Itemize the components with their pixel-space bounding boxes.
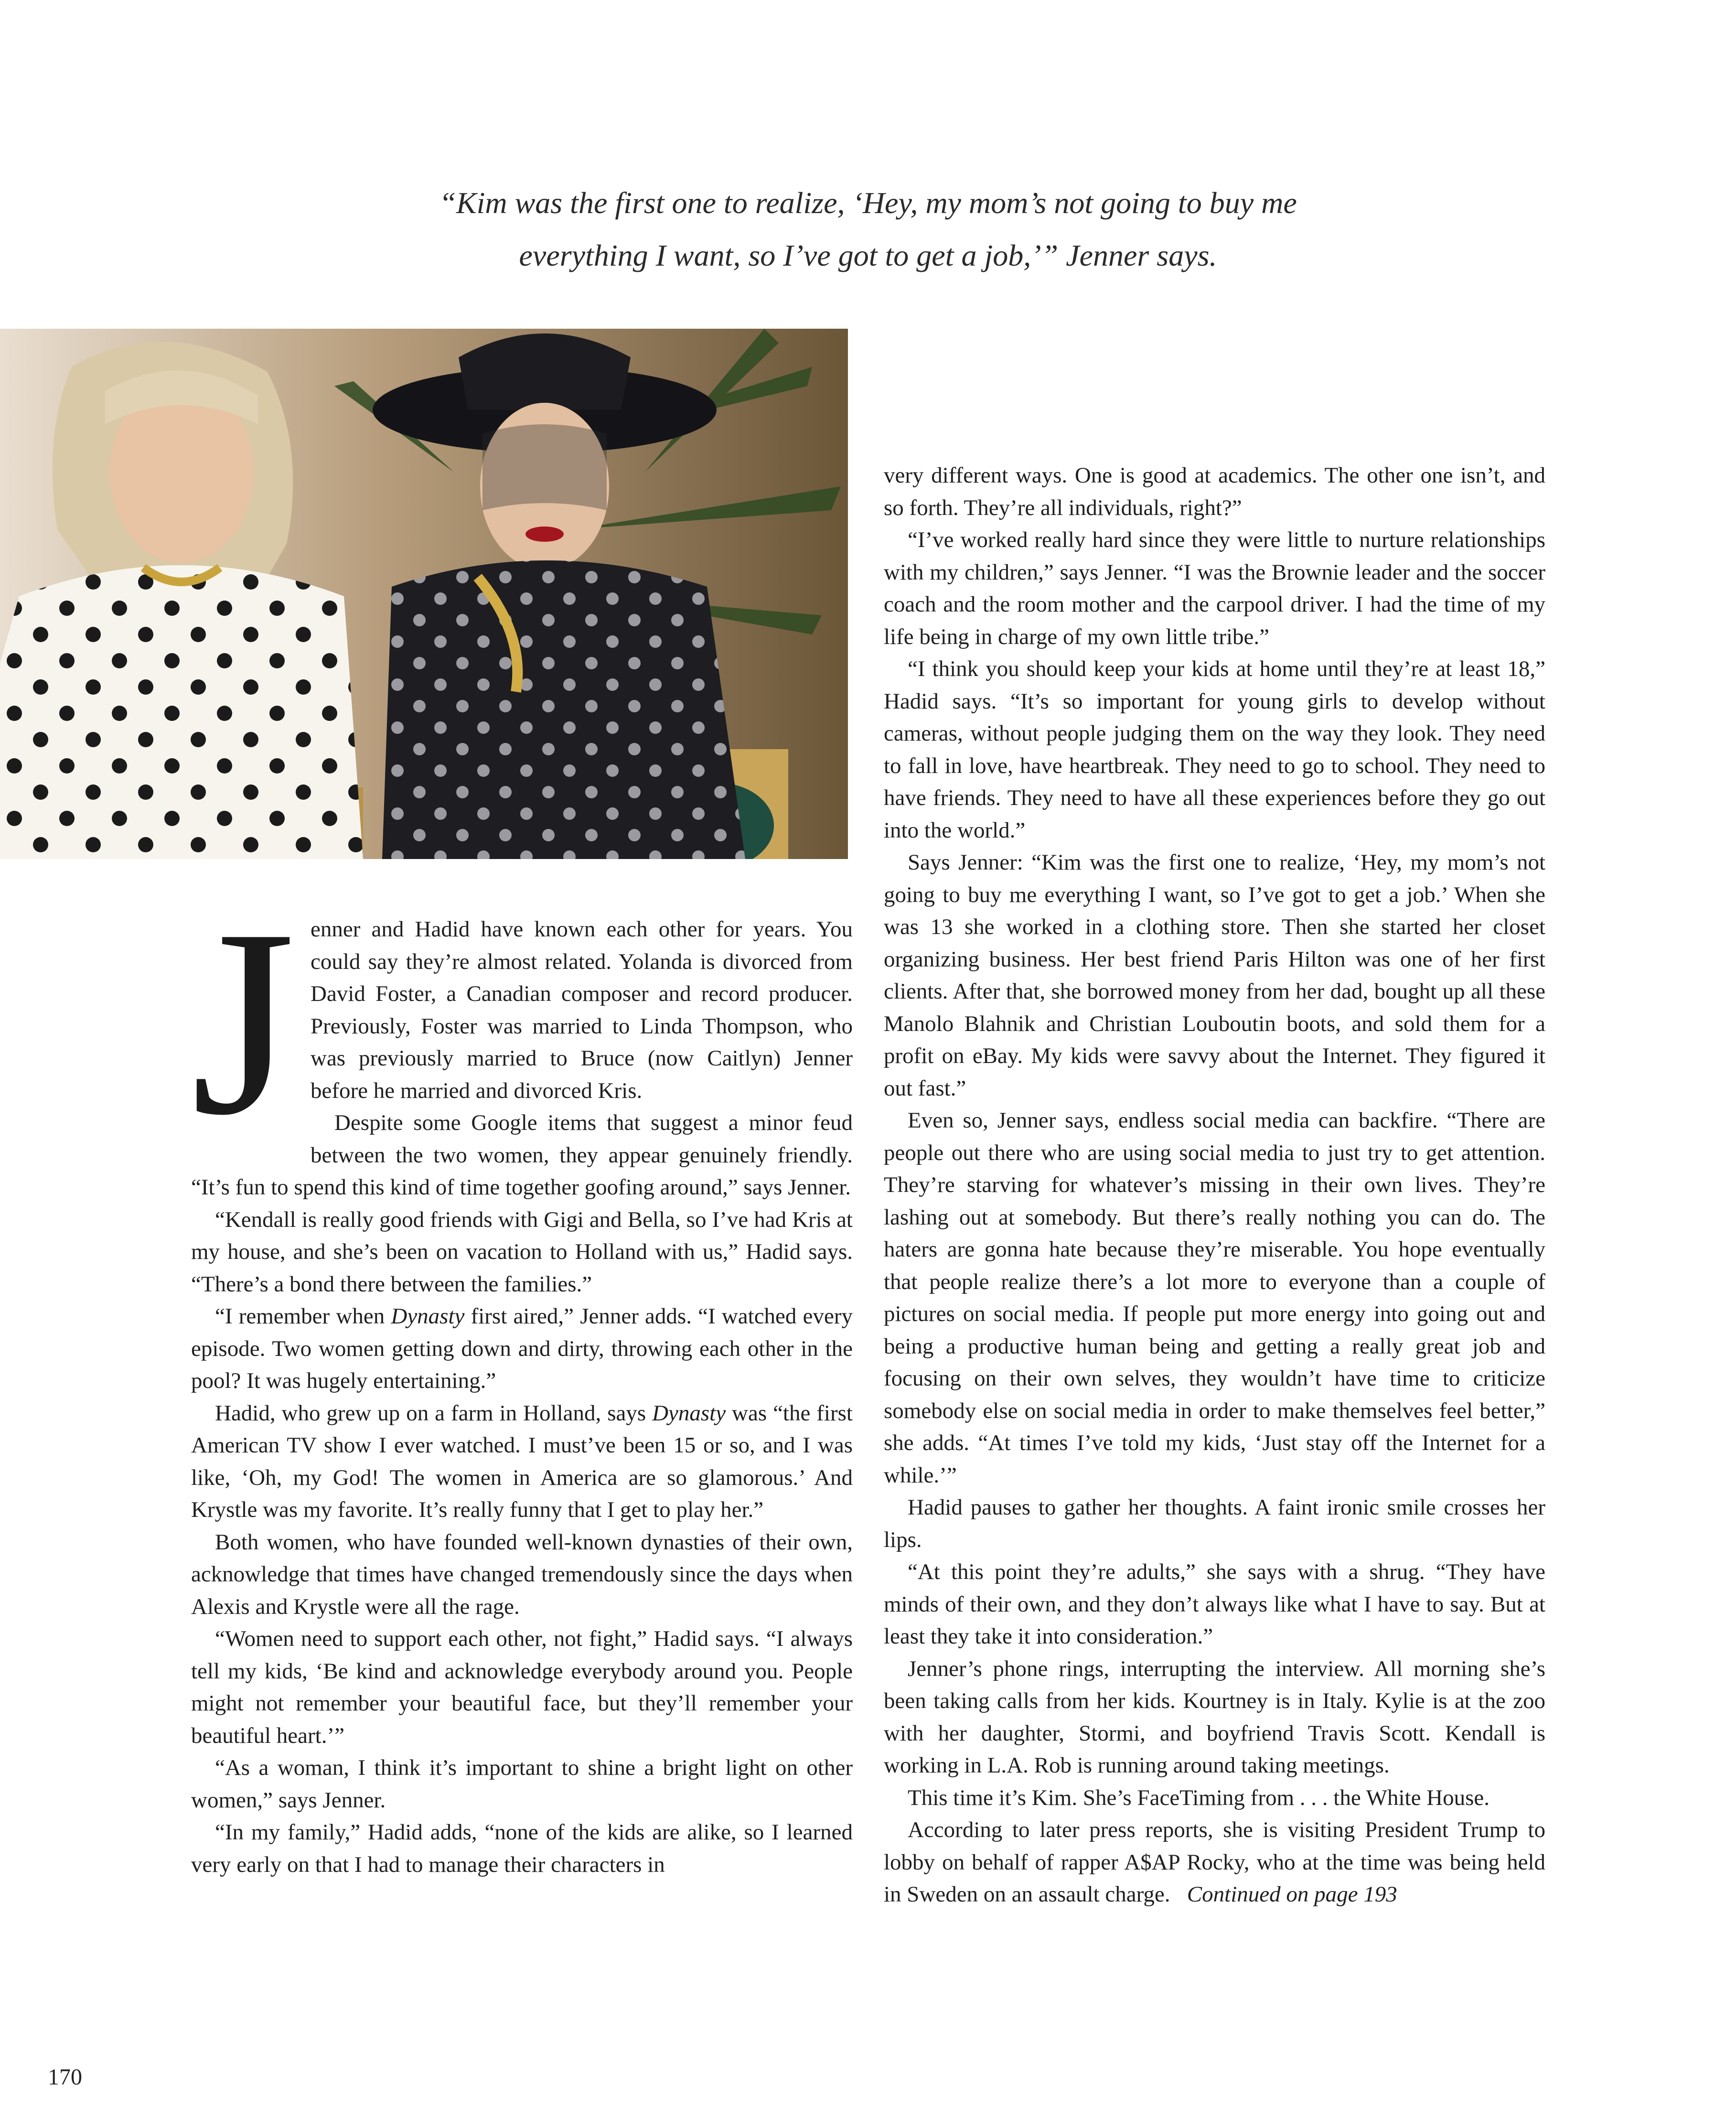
paragraph: very different ways. One is good at academics. The other one isn’t, and so forth. They’re all individuals, right?”: [884, 463, 1545, 520]
show-title: Dynasty: [391, 1304, 465, 1329]
paragraph: Despite some Google items that suggest a minor feud between the two women, they appear genuinely friendly. “It’s fun to spend this kind of time together goofing around,” says Jenner.: [191, 1110, 853, 1200]
pull-quote-line-1: “Kim was the first one to realize, ‘Hey, my mom’s not going to buy me: [439, 186, 1297, 220]
paragraph: “Women need to support each other, not fight,” Hadid says. “I always tell my kids, ‘Be kind and acknowledge everybody around you. People might not remember your beautiful face, but they’ll remember your beautiful heart.’”: [191, 1626, 853, 1748]
paragraph: Both women, who have founded well-known dynasties of their own, acknowledge that times have changed tremendously since the days when Alexis and Krystle were all the rage.: [191, 1529, 853, 1619]
drop-cap: J: [191, 874, 295, 1171]
paragraph: Hadid pauses to gather her thoughts. A faint ironic smile crosses her lips.: [884, 1495, 1545, 1552]
portrait-illustration: [0, 329, 848, 859]
paragraph: [191, 1397, 853, 1526]
paragraph-intro-text: enner and Hadid have known each other for years. You could say they’re almost related. Yolanda is divorced from David Foster, a Canadian composer and record producer. Previously, Foster was married to Linda Thompson, who was previously married to Bruce (now Caitlyn) Jenner before he married and divorced Kris.: [311, 917, 853, 1103]
text-run: Hadid, who grew up on a farm in Holland, says: [215, 1400, 653, 1426]
article-column-right: [884, 460, 1545, 1911]
paragraph-final: [884, 1814, 1545, 1911]
paragraph: “Kendall is really good friends with Gigi and Bella, so I’ve had Kris at my house, and she’s been on vacation to Holland with us,” Hadid says. “There’s a bond there between the families.”: [191, 1207, 853, 1297]
paragraph: Jenner’s phone rings, interrupting the interview. All morning she’s been taking calls from her kids. Kourtney is in Italy. Kylie is at the zoo with her daughter, Stormi, and boyfriend Travis Scott. Kendall is working in L.A. Rob is running around taking meetings.: [884, 1656, 1545, 1778]
text-run: “I remember when: [215, 1304, 391, 1329]
article-column-left: [191, 874, 853, 1881]
portrait-photo: [0, 329, 848, 859]
paragraph: “I think you should keep your kids at home until they’re at least 18,” Hadid says. “It’s so important for young girls to develop without cameras, without people judging them on the way they look. They need to fall in love, have heartbreak. They need to go to school. They need to have friends. They need to have all these experiences before they go out into the world.”: [884, 656, 1545, 843]
pull-quote: [201, 177, 1535, 282]
page-number: 170: [48, 2064, 82, 2090]
paragraph: Even so, Jenner says, endless social media can backfire. “There are people out there who are using social media to just try to get attention. They’re starving for whatever’s missing in their own lives. They’re lashing out at somebody. But there’s really nothing you can do. The haters are gonna hate because they’re miserable. You hope eventually that people realize there’s a lot more to everyone than a couple of pictures on social media. If people put more energy into going out and being a productive human being and getting a really great job and focusing on their own selves, they wouldn’t have time to criticize somebody else on social media in order to make themselves feel better,” she adds. “At times I’ve told my kids, ‘Just stay off the Internet for a while.’”: [884, 1108, 1545, 1488]
paragraph: Says Jenner: “Kim was the first one to realize, ‘Hey, my mom’s not going to buy me everything I want, so I’ve got to get a job.’ When she was 13 she worked in a clothing store. Then she started her closet organizing business. Her best friend Paris Hilton was one of her first clients. After that, she borrowed money from her dad, bought up all these Manolo Blahnik and Christian Louboutin boots, and sold them for a profit on eBay. My kids were savvy about the Internet. They figured it out fast.”: [884, 850, 1545, 1101]
continued-on-link: Continued on page 193: [1187, 1882, 1397, 1907]
paragraph: “As a woman, I think it’s important to shine a bright light on other women,” says Jenner.: [191, 1755, 853, 1813]
text-run: According to later press reports, she is visiting President Trump to lobby on behalf of rapper A$AP Rocky, who at the time was being held in Sweden on an assault charge.: [884, 1817, 1545, 1907]
paragraph: This time it’s Kim. She’s FaceTiming from . . . the White House.: [908, 1785, 1490, 1810]
pull-quote-line-2: everything I want, so I’ve got to get a job,’” Jenner says.: [519, 238, 1217, 272]
show-title: Dynasty: [652, 1400, 726, 1426]
paragraph: “In my family,” Hadid adds, “none of the kids are alike, so I learned very early on that I had to manage their characters in: [191, 1820, 853, 1877]
text-run: was “the first American TV show I ever watched. I must’ve been 15 or so, and I was like, ‘Oh, my God! The women in America are so glamorous.’ And Krystle was my favorite. It’s really funny that I get to play her.”: [191, 1400, 853, 1522]
text-run: first aired,” Jenner adds. “I watched every episode. Two women getting down and dirty, throwing each other in the pool? It was hugely entertaining.”: [191, 1304, 853, 1393]
paragraph: “At this point they’re adults,” she says with a shrug. “They have minds of their own, and they don’t always like what I have to say. But at least they take it into consideration.”: [884, 1559, 1545, 1649]
paragraph: “I’ve worked really hard since they were little to nurture relationships with my children,” says Jenner. “I was the Brownie leader and the soccer coach and the room mother and the carpool driver. I had the time of my life being in charge of my own little tribe.”: [884, 527, 1545, 649]
paragraph: [191, 1300, 853, 1397]
